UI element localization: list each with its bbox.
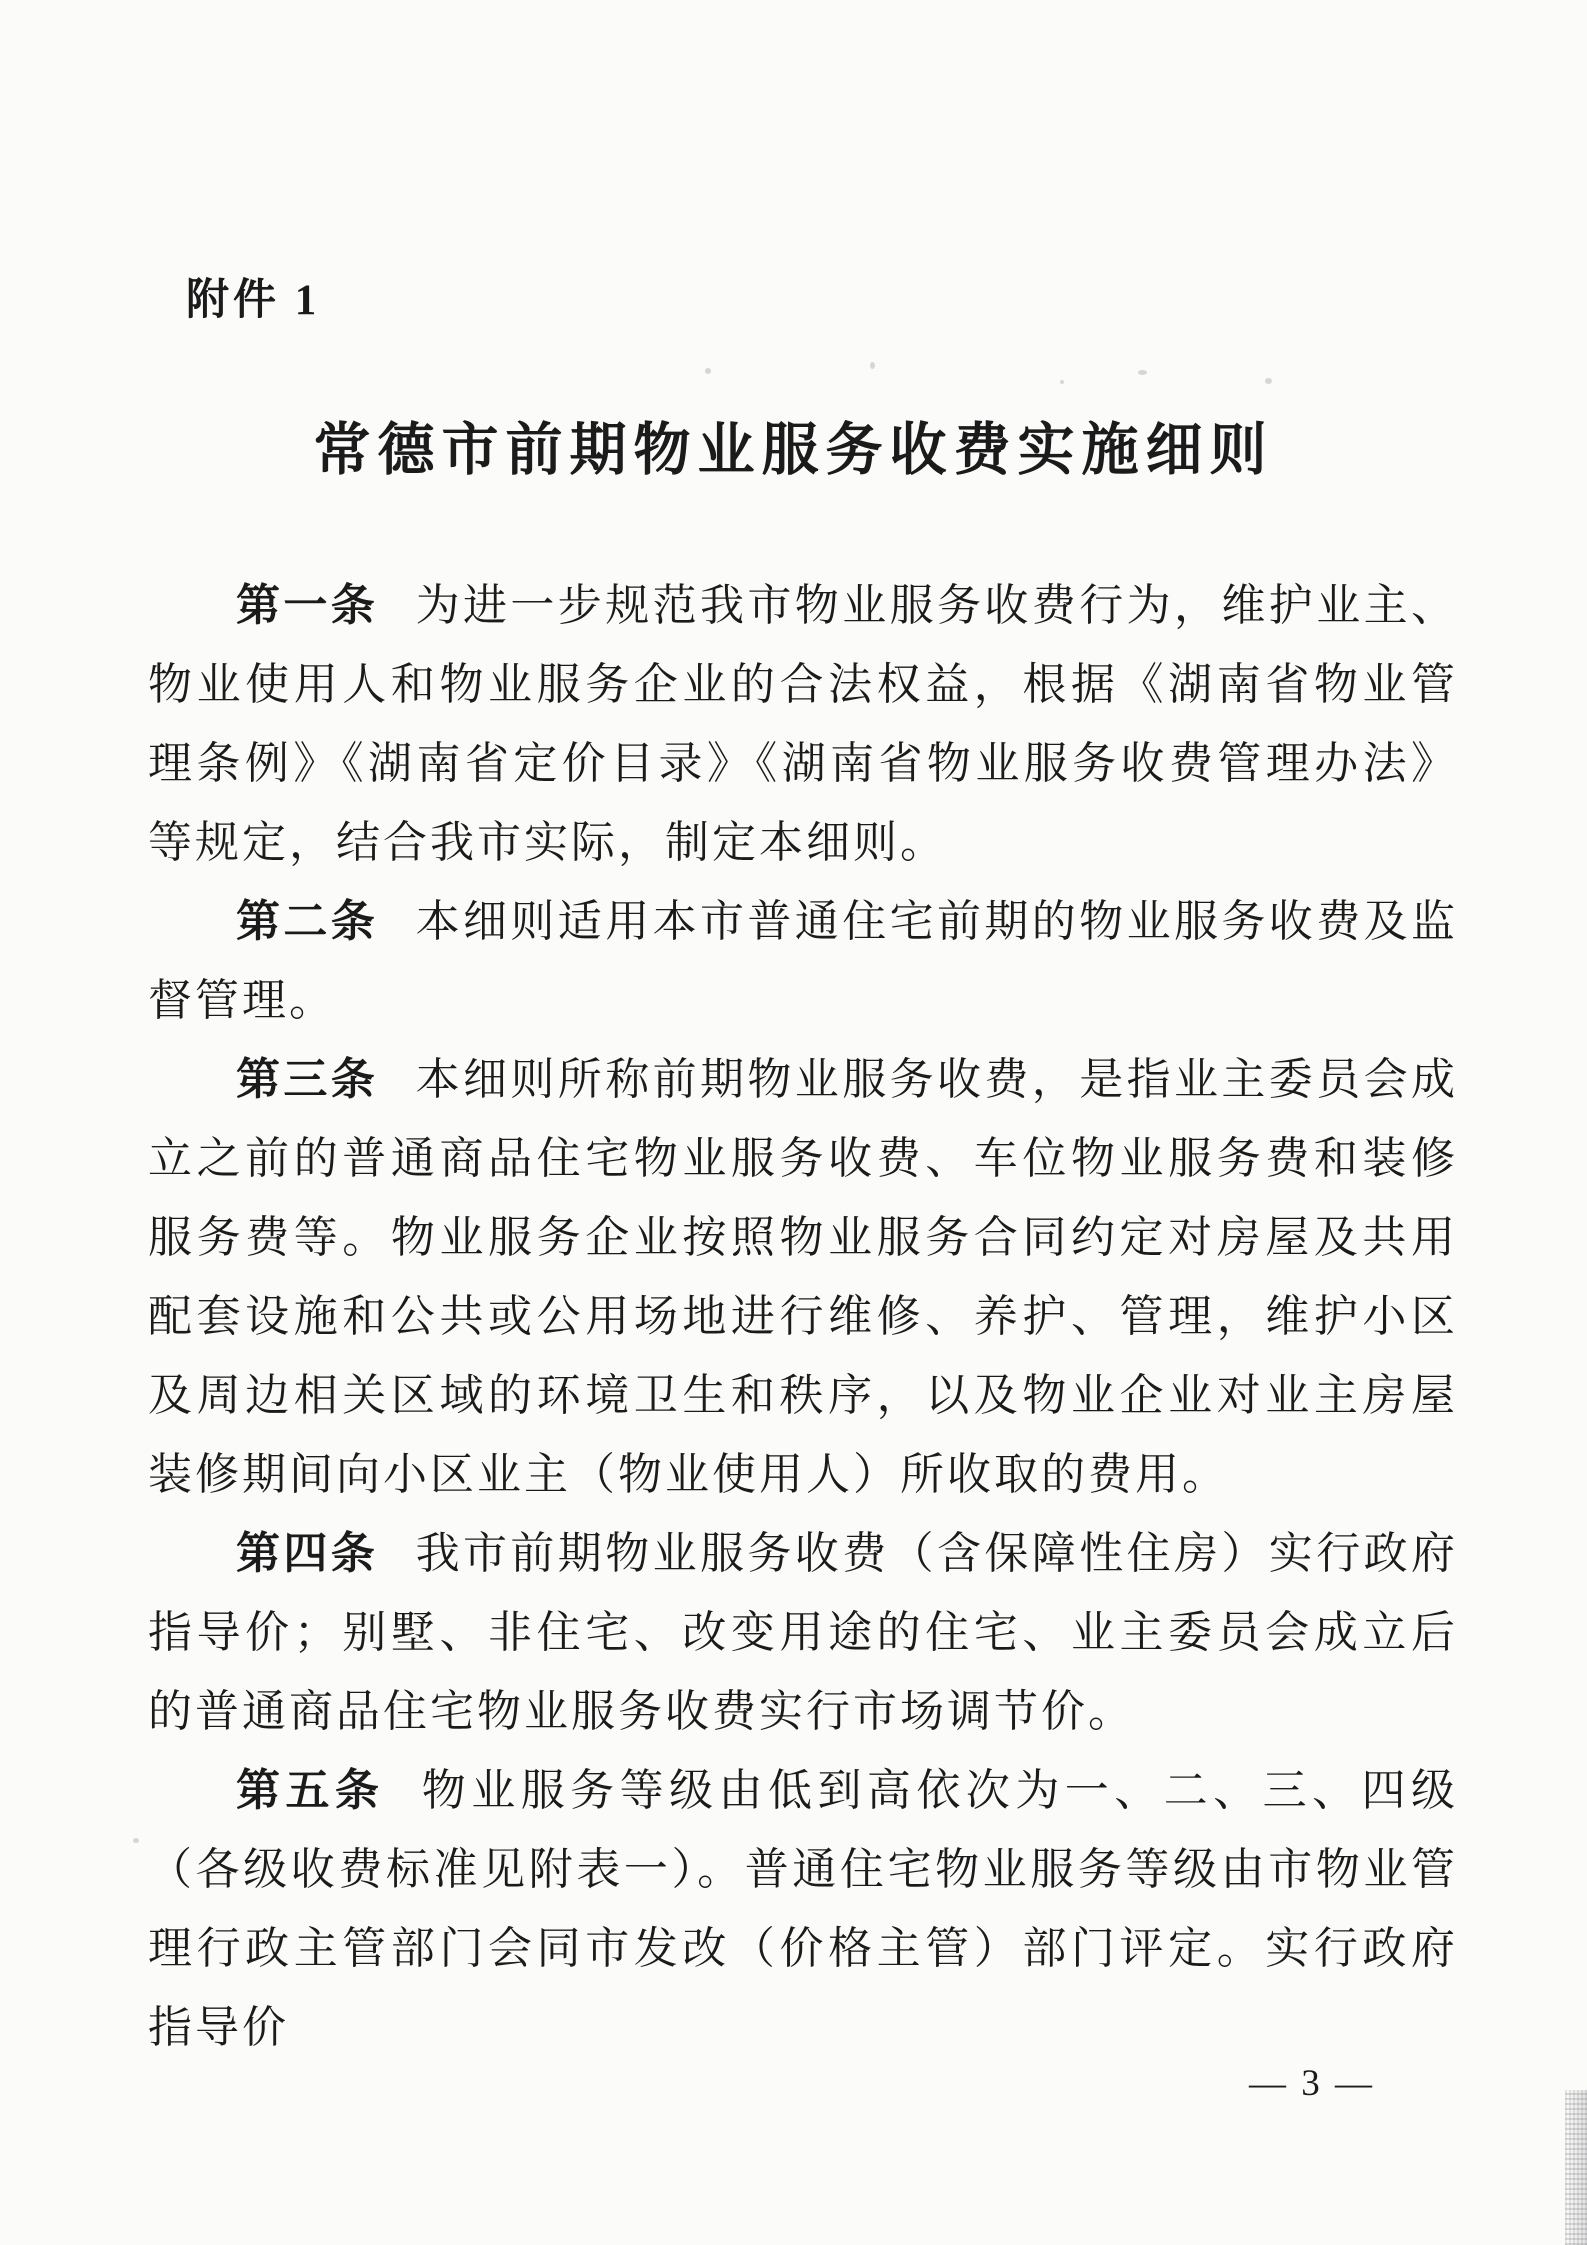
article-1: [148, 566, 1458, 882]
article-3: [148, 1040, 1458, 1514]
scan-speck: [133, 1838, 139, 1843]
article-2: [148, 882, 1458, 1040]
article-3-text: 本细则所称前期物业服务收费，是指业主委员会成立之前的普通商品住宅物业服务收费、车位物业服务费和装修服务费等。物业服务企业按照物业服务合同约定对房屋及共用配套设施和公共或公用场地进行维修、养护、管理，维护小区及周边相关区域的环境卫生和秩序，以及物业企业对业主房屋装修期间向小区业主（物业使用人）所收取的费用。: [148, 1055, 1458, 1499]
article-5-text: 物业服务等级由低到高依次为一、二、三、四级（各级收费标准见附表一）。普通住宅物业服务等级由市物业管理行政主管部门会同市发改（价格主管）部门评定。实行政府指导价: [148, 1766, 1459, 2052]
article-5-number: 第五条: [236, 1766, 385, 1815]
article-2-number: 第二条: [236, 897, 379, 946]
scan-speck: [1265, 378, 1272, 384]
article-4: [148, 1514, 1458, 1751]
article-2-text: 本细则适用本市普通住宅前期的物业服务收费及监督管理。: [148, 897, 1458, 1025]
article-4-number: 第四条: [236, 1529, 379, 1578]
attachment-label: 附件 1: [186, 277, 321, 324]
scan-speck: [705, 368, 711, 374]
article-5: [148, 1751, 1458, 2067]
article-1-number: 第一条: [236, 581, 379, 630]
article-1-text: 为进一步规范我市物业服务收费行为，维护业主、物业使用人和物业服务企业的合法权益，根据《湖南省物业管理条例》《湖南省定价目录》《湖南省物业服务收费管理办法》等规定，结合我市实际，制定本细则。: [148, 581, 1458, 867]
article-4-text: 我市前期物业服务收费（含保障性住房）实行政府指导价；别墅、非住宅、改变用途的住宅、业主委员会成立后的普通商品住宅物业服务收费实行市场调节价。: [148, 1529, 1458, 1736]
scan-edge-noise: [1565, 2090, 1587, 2245]
page-number: — 3 —: [1249, 2063, 1375, 2104]
article-3-number: 第三条: [236, 1055, 379, 1104]
scan-speck: [870, 362, 875, 369]
scan-speck: [1138, 370, 1147, 375]
document-body: [148, 566, 1458, 2067]
document-title: 常德市前期物业服务收费实施细则: [313, 419, 1274, 482]
scan-speck: [1060, 380, 1064, 384]
